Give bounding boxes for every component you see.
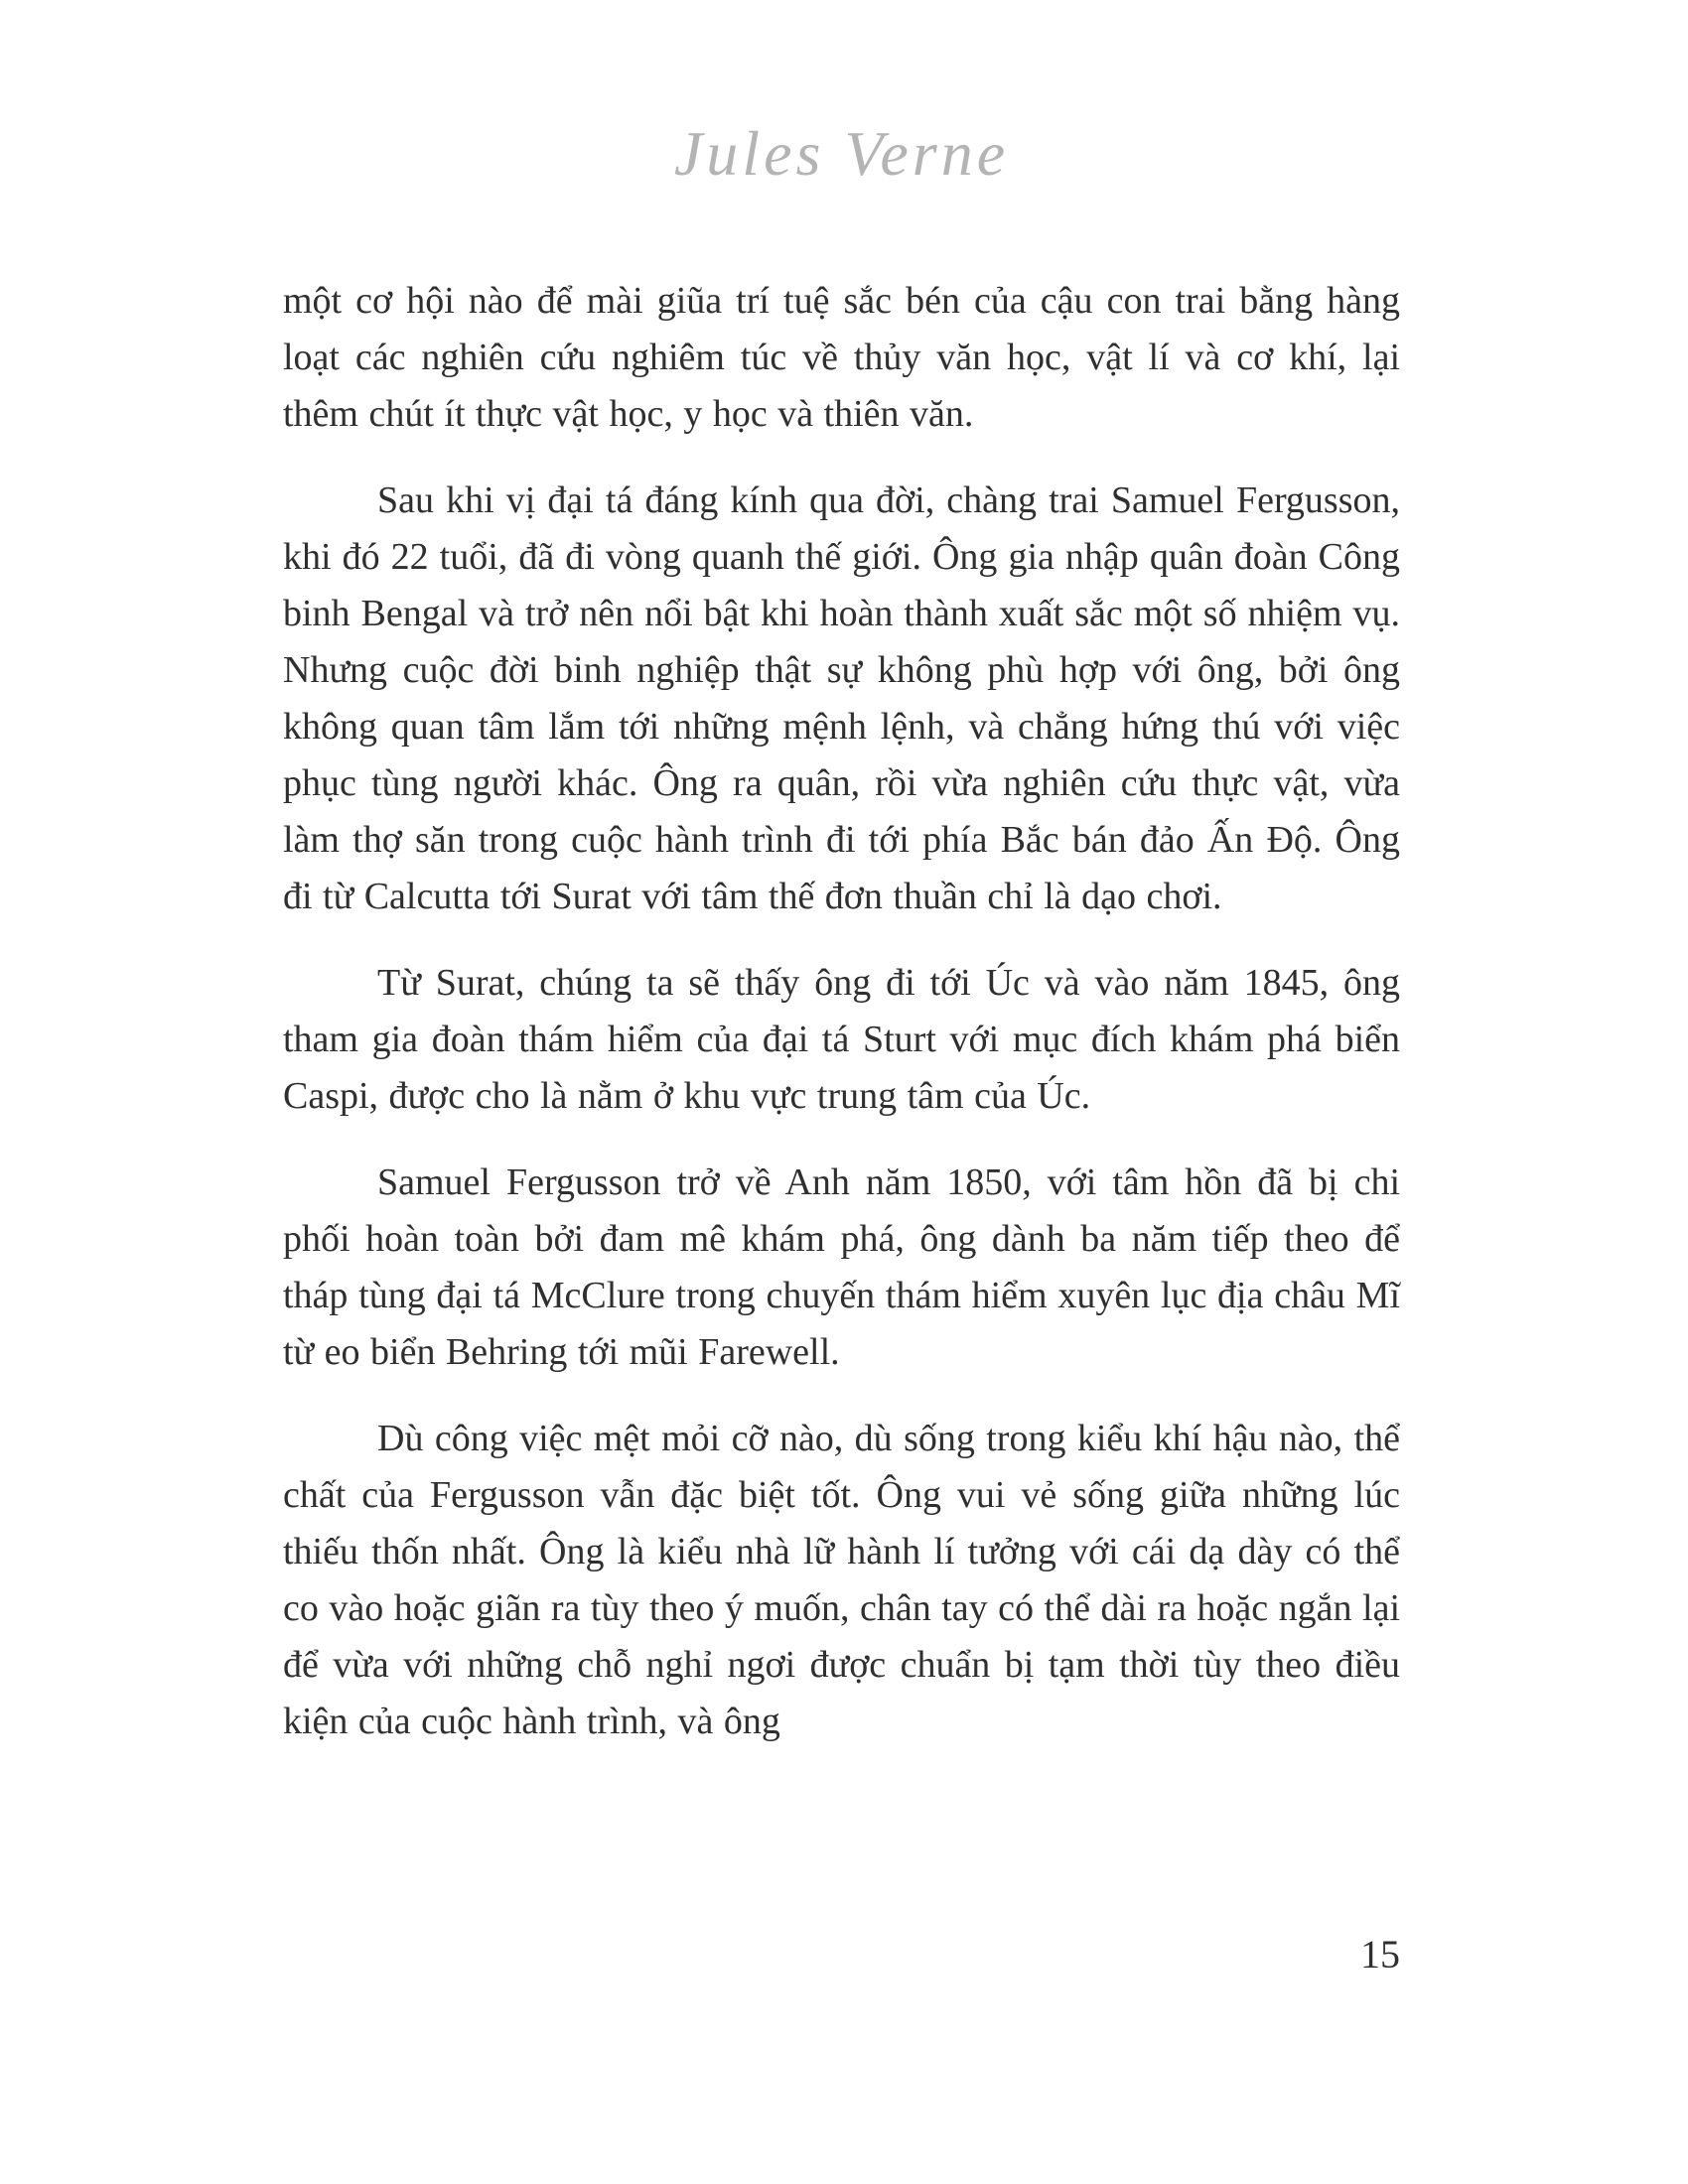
paragraph: Sau khi vị đại tá đáng kính qua đời, chàng trai Samuel Fergusson, khi đó 22 tuổi, đã đi vòng quanh thế giới. Ông gia nhập quân đoàn Công binh Bengal và trở nên nổi bật khi hoàn thành xuất sắc một số nhiệm vụ. Nhưng cuộc đời binh nghiệp thật sự không phù hợp với ông, bởi ông không quan tâm lắm tới những mệnh lệnh, và chẳng hứng thú với việc phục tùng người khác. Ông ra quân, rồi vừa nghiên cứu thực vật, vừa làm thợ săn trong cuộc hành trình đi tới phía Bắc bán đảo Ấn Độ. Ông đi từ Calcutta tới Surat với tâm thế đơn thuần chỉ là dạo chơi. (283, 479, 1400, 917)
paragraph: Samuel Fergusson trở về Anh năm 1850, với tâm hồn đã bị chi phối hoàn toàn bởi đam mê khám phá, ông dành ba năm tiếp theo để tháp tùng đại tá McClure trong chuyến thám hiểm xuyên lục địa châu Mĩ từ eo biển Behring tới mũi Farewell. (283, 1161, 1400, 1373)
running-header (283, 117, 1400, 191)
paragraph-continuation: một cơ hội nào để mài giũa trí tuệ sắc bén của cậu con trai bằng hàng loạt các nghiên cứu nghiêm túc về thủy văn học, vật lí và cơ khí, lại thêm chút ít thực vật học, y học và thiên văn. (283, 280, 1400, 435)
page-body (283, 273, 1400, 1780)
paragraph: Từ Surat, chúng ta sẽ thấy ông đi tới Úc và vào năm 1845, ông tham gia đoàn thám hiểm của đại tá Sturt với mục đích khám phá biển Caspi, được cho là nằm ở khu vực trung tâm của Úc. (283, 962, 1400, 1117)
author-name: Jules Verne (673, 118, 1010, 189)
paragraph: Dù công việc mệt mỏi cỡ nào, dù sống trong kiểu khí hậu nào, thể chất của Fergusson vẫn đặc biệt tốt. Ông vui vẻ sống giữa những lúc thiếu thốn nhất. Ông là kiểu nhà lữ hành lí tưởng với cái dạ dày có thể co vào hoặc giãn ra tùy theo ý muốn, chân tay có thể dài ra hoặc ngắn lại để vừa với những chỗ nghỉ ngơi được chuẩn bị tạm thời tùy theo điều kiện của cuộc hành trình, và ông (283, 1418, 1400, 1742)
page-number: 15 (1360, 1932, 1400, 1977)
